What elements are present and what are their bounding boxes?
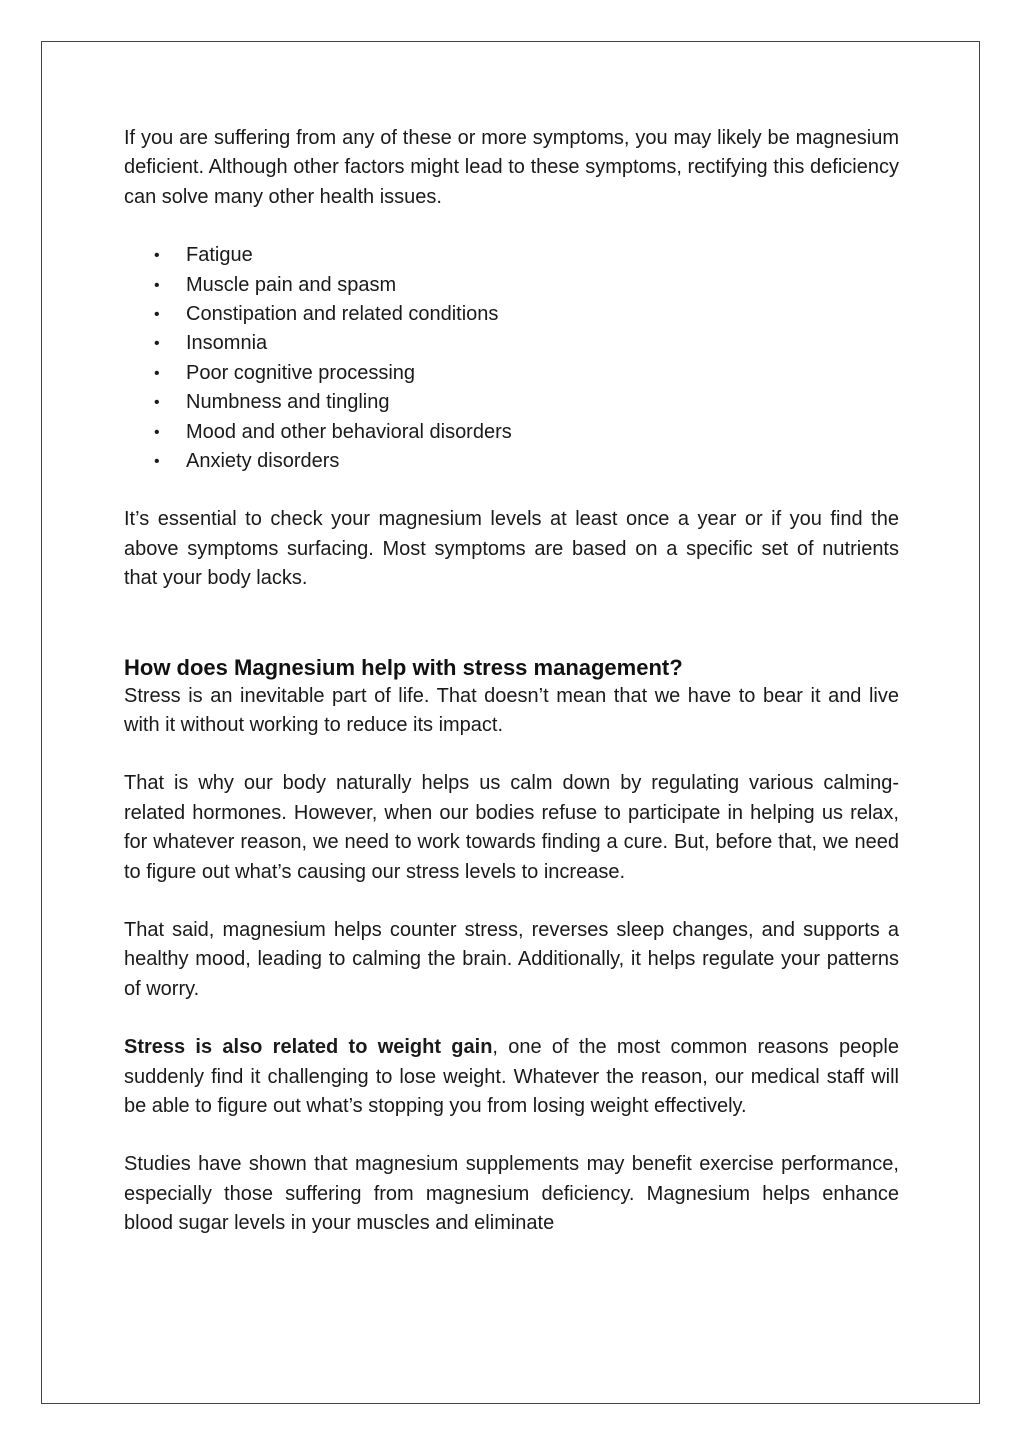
bullet-icon: • bbox=[154, 364, 160, 382]
bullet-icon: • bbox=[154, 247, 160, 265]
bullet-icon: • bbox=[154, 452, 160, 470]
stress-paragraph-2: That is why our body naturally helps us calm down by regulating various calming-related hormones. However, when our bodies refuse to participate in helping us relax, for whatever reason, we need to work towards finding a cure. But, before that, we need to figure out what’s causing our stress levels to increase. bbox=[124, 772, 899, 883]
list-item-text: Muscle pain and spasm bbox=[186, 273, 397, 296]
stress-paragraph-1: Stress is an inevitable part of life. That doesn’t mean that we have to bear it and live with it without working to reduce its impact. bbox=[124, 684, 899, 736]
list-item bbox=[124, 418, 899, 447]
bullet-icon: • bbox=[154, 335, 160, 353]
bullet-icon: • bbox=[154, 306, 160, 323]
list-item bbox=[124, 300, 899, 329]
check-levels-paragraph: It’s essential to check your magnesium levels at least once a year or if you find the above symptoms surfacing. Most symptoms are based on a specific set of nutrients that your body lacks. bbox=[124, 508, 899, 590]
list-item bbox=[124, 241, 899, 270]
list-item-text: Constipation and related conditions bbox=[186, 303, 499, 325]
bullet-icon: • bbox=[154, 276, 160, 294]
list-item-text: Poor cognitive processing bbox=[186, 361, 416, 384]
list-item-text: Anxiety disorders bbox=[186, 449, 340, 472]
exercise-paragraph: Studies have shown that magnesium supplements may benefit exercise performance, especially those suffering from magnesium deficiency. Magnesium helps enhance blood sugar levels in your muscles and eliminate bbox=[124, 1153, 899, 1235]
section-heading: How does Magnesium help with stress management? bbox=[124, 654, 683, 680]
weight-gain-emphasis: Stress is also related to weight gain bbox=[124, 1036, 493, 1059]
list-item-text: Insomnia bbox=[186, 332, 268, 355]
stress-paragraph-3: That said, magnesium helps counter stress, reverses sleep changes, and supports a healthy mood, leading to calming the brain. Additionally, it helps regulate your patterns of worry. bbox=[124, 919, 899, 1000]
list-item bbox=[124, 359, 899, 388]
list-item-text: Fatigue bbox=[186, 244, 253, 267]
list-item-text: Numbness and tingling bbox=[186, 391, 390, 414]
bullet-icon: • bbox=[154, 394, 160, 412]
list-item-text: Mood and other behavioral disorders bbox=[186, 420, 512, 443]
list-item bbox=[124, 329, 899, 358]
intro-paragraph: If you are suffering from any of these or more symptoms, you may likely be magnesium deficient. Although other factors might lead to these symptoms, rectifying this deficiency can solve many other health issues. bbox=[124, 127, 899, 208]
list-item bbox=[124, 447, 899, 476]
symptoms-list bbox=[124, 241, 899, 476]
bullet-icon: • bbox=[154, 423, 160, 441]
document-body bbox=[124, 124, 899, 1268]
list-item bbox=[124, 271, 899, 300]
weight-gain-text: , one of the most common reasons people suddenly find it challenging to lose weight. Whatever the reason, our medical staff will be able to figure out what’s stopping you from losing weight effectively. bbox=[124, 1036, 899, 1118]
weight-gain-paragraph bbox=[124, 1033, 899, 1121]
list-item bbox=[124, 388, 899, 417]
